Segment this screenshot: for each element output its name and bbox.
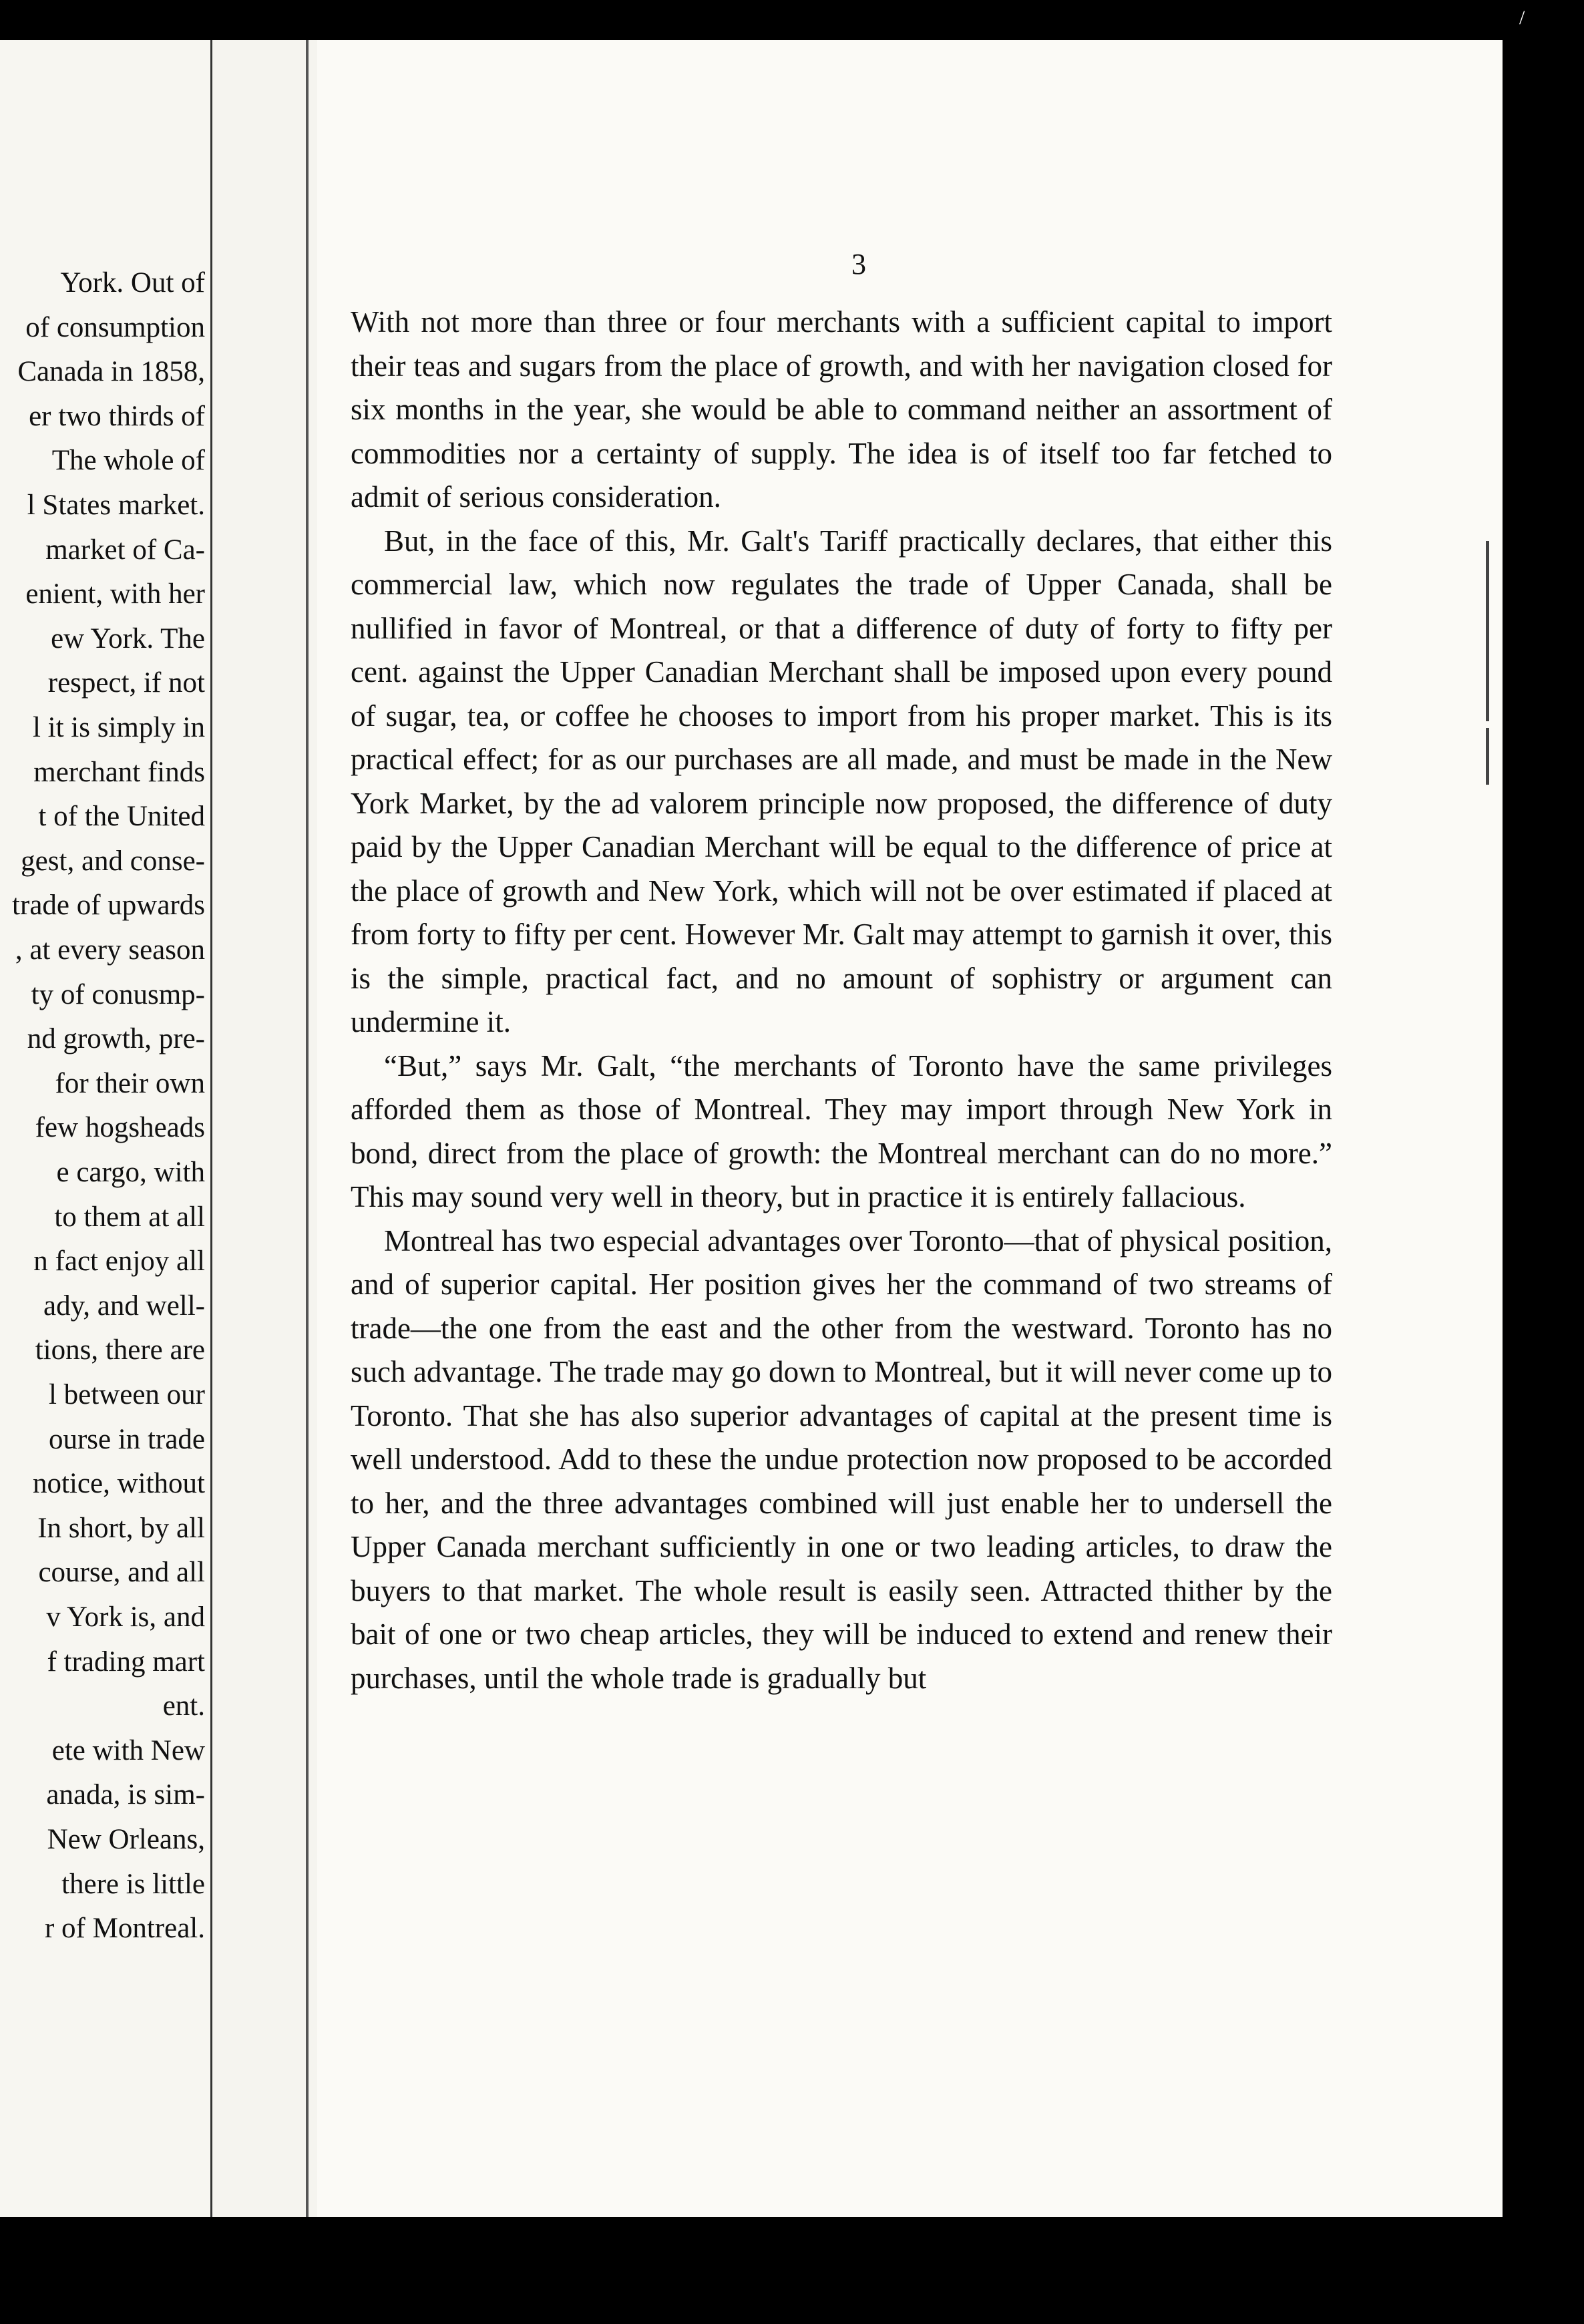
left-page-line: er two thirds of [29, 400, 205, 432]
left-page-line: notice, without [33, 1468, 205, 1500]
left-page-line: York. Out of [60, 267, 205, 299]
left-page-line: In short, by all [37, 1512, 205, 1544]
left-page-line: l States market. [27, 490, 205, 521]
left-page-line: n fact enjoy all [33, 1245, 205, 1278]
left-page-line: course, and all [38, 1557, 205, 1589]
left-page-line: r of Montreal. [44, 1913, 205, 1945]
paragraph-2: But, in the face of this, Mr. Galt's Tariff practically declares, that either this commercial law, which now regulates the trade of Upper Canada, shall be nullified in favor of Montreal, or that a difference of duty of forty to fifty per cent. against the Upper Canadian Merchant shall be imposed upon every pound of sugar, tea, or coffee he chooses to import from his proper market. This is its practical effect; for as our purchases are all made, and must be made in the New York Market, by the ad valorem principle now proposed, the difference of duty paid by the Upper Canadian Merchant will be equal to the difference of price at the place of growth and New York, which will not be over estimated if placed at from forty to fifty per cent. However Mr. Galt may attempt to garnish it over, this is the simple, practical fact, and no amount of sophistry or argument can undermine it. [351, 524, 1332, 1038]
body-text [351, 301, 1332, 1700]
left-page-line: ourse in trade [48, 1423, 205, 1455]
left-page-line: respect, if not [47, 667, 205, 699]
edge-mark-top [1486, 541, 1489, 621]
left-page-line: l between our [48, 1379, 205, 1410]
left-page-fragment [0, 40, 211, 2217]
left-page-line: t of the United [38, 801, 205, 833]
left-page-line: to them at all [54, 1201, 205, 1233]
left-page-line: enient, with her [25, 578, 205, 610]
left-page-line: anada, is sim- [46, 1779, 205, 1811]
page-gutter [210, 40, 319, 2217]
paragraph-4: Montreal has two especial advantages over Toronto—that of physical position, and of superior capital. Her position gives her the command of two streams of trade—the one from the east and the other from the westward. Toronto has no such advantage. The trade may go down to Montreal, but it will never come up to Toronto. That she has also superior advantages of capital at the present time is well understood. Add to these the undue protection now proposed to be accorded to her, and the three advantages combined will just enable her to undersell the Upper Canada merchant sufficiently in one or two leading articles, to draw the buyers to that market. The whole result is easily seen. Attracted thither by the bait of one or two cheap articles, they will be induced to extend and renew their purchases, until the whole trade is gradually but [351, 1223, 1332, 1695]
edge-mark-bottom [1486, 728, 1489, 785]
left-page-line: ady, and well- [43, 1290, 205, 1322]
left-page-line: trade of upwards [12, 890, 205, 922]
left-page-line: tions, there are [35, 1334, 205, 1366]
left-page-line: New Orleans, [47, 1824, 205, 1855]
left-page-line: e cargo, with [56, 1157, 205, 1188]
left-page-line: ew York. The [51, 622, 205, 654]
left-page-line: there is little [61, 1868, 205, 1900]
paragraph-3: “But,” says Mr. Galt, “the merchants of Toronto have the same privileges afforded them as those of Montreal. They may import through New York in bond, direct from the place of growth: the Montreal merchant can do no more.” This may sound very well in theory, but in practice it is entirely fallacious. [351, 1048, 1332, 1213]
left-page-line: market of Ca- [45, 534, 205, 566]
paragraph-1: With not more than three or four merchants with a sufficient capital to import their teas and sugars from the place of growth, and with her navigation closed for six months in the year, she would be able to command neither an assortment of commodities nor a certainty of supply. The idea is of itself too far fetched to admit of serious consideration. [351, 305, 1332, 514]
left-page-line: The whole of [51, 445, 205, 477]
right-page [317, 40, 1503, 2217]
left-page-line: of consumption [25, 311, 205, 343]
left-page-line: few hogsheads [35, 1112, 205, 1144]
page-number: 3 [851, 248, 866, 280]
left-page-line: ty of conusmp- [31, 978, 205, 1010]
left-page-line: nd growth, pre- [27, 1023, 205, 1055]
gutter-rule [306, 40, 309, 2217]
left-page-line: , at every season [15, 934, 205, 966]
left-page-line: v York is, and [46, 1601, 205, 1633]
left-page-line: gest, and conse- [21, 845, 205, 877]
left-page-line: Canada in 1858, [17, 356, 205, 388]
left-page-line: ent. [162, 1690, 205, 1722]
scan-mark: / [1519, 7, 1525, 29]
edge-mark-middle [1486, 614, 1489, 721]
left-page-line: for their own [55, 1067, 205, 1099]
left-page-line: l it is simply in [32, 712, 205, 743]
left-page-line: merchant finds [33, 756, 205, 788]
left-page-line: ete with New [51, 1734, 205, 1766]
left-page-line: f trading mart [47, 1645, 205, 1678]
